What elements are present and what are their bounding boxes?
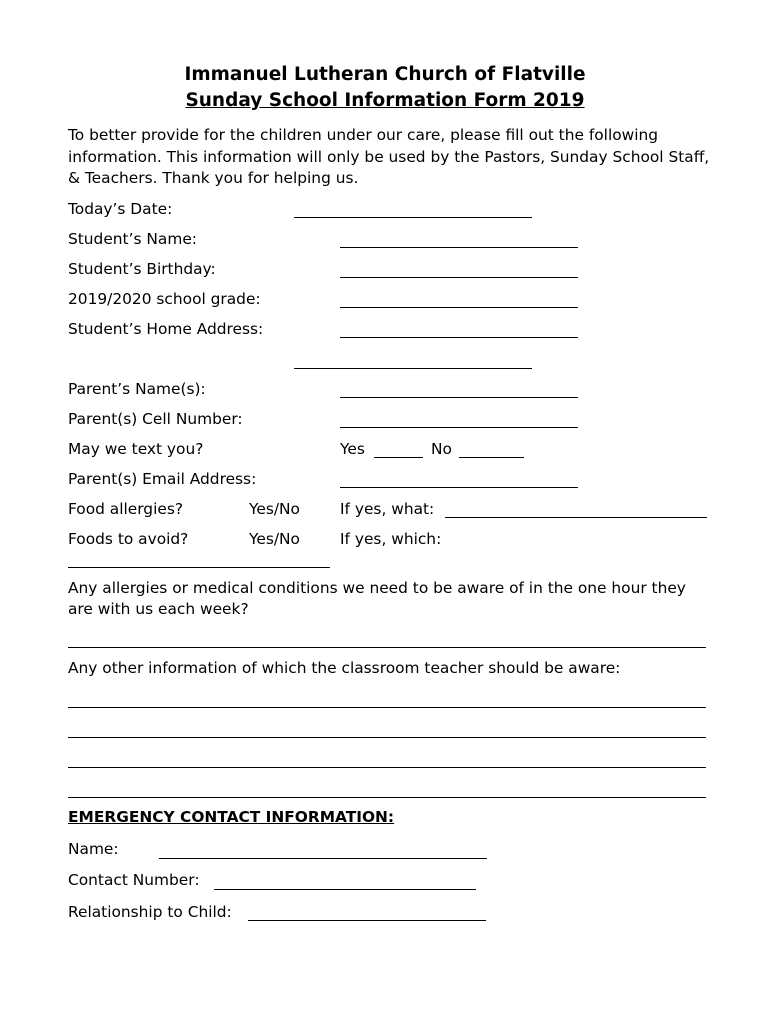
- todays-date-label: Today’s Date:: [68, 200, 173, 218]
- food-allergies-yes-no[interactable]: Yes/No: [249, 500, 300, 518]
- foods-avoid-label: Foods to avoid?: [68, 530, 189, 548]
- home-address-line-1[interactable]: [340, 337, 578, 338]
- form-title: Sunday School Information Form 2019: [185, 90, 585, 111]
- text-yes-line[interactable]: [374, 457, 423, 458]
- student-name-line[interactable]: [340, 247, 578, 248]
- home-address-line-2[interactable]: [294, 368, 532, 369]
- emergency-heading: EMERGENCY CONTACT INFORMATION:: [68, 808, 395, 826]
- other-info-line-2[interactable]: [68, 737, 706, 738]
- emergency-contact-number-label: Contact Number:: [68, 871, 200, 889]
- parent-cell-label: Parent(s) Cell Number:: [68, 410, 243, 428]
- church-title: Immanuel Lutheran Church of Flatville: [184, 64, 586, 85]
- other-info-line-3[interactable]: [68, 767, 706, 768]
- emergency-name-label: Name:: [68, 840, 119, 858]
- parent-names-label: Parent’s Name(s):: [68, 380, 206, 398]
- foods-avoid-yes-no[interactable]: Yes/No: [249, 530, 300, 548]
- emergency-relationship-line[interactable]: [248, 920, 486, 921]
- student-birthday-line[interactable]: [340, 277, 578, 278]
- text-yes-label: Yes: [340, 440, 365, 458]
- other-info-line-4[interactable]: [68, 797, 706, 798]
- food-allergies-label: Food allergies?: [68, 500, 184, 518]
- if-yes-what-line[interactable]: [445, 517, 707, 518]
- may-text-label: May we text you?: [68, 440, 204, 458]
- school-grade-line[interactable]: [340, 307, 578, 308]
- student-birthday-label: Student’s Birthday:: [68, 260, 216, 278]
- home-address-label: Student’s Home Address:: [68, 320, 264, 338]
- parent-email-line[interactable]: [340, 487, 578, 488]
- text-no-label: No: [431, 440, 452, 458]
- emergency-contact-number-line[interactable]: [214, 889, 476, 890]
- other-info-line-1[interactable]: [68, 707, 706, 708]
- other-info-question: Any other information of which the classroom teacher should be aware:: [68, 659, 621, 677]
- emergency-relationship-label: Relationship to Child:: [68, 903, 232, 921]
- if-yes-which-label: If yes, which:: [340, 530, 442, 548]
- todays-date-line[interactable]: [294, 217, 532, 218]
- parent-email-label: Parent(s) Email Address:: [68, 470, 257, 488]
- medical-question: Any allergies or medical conditions we need to be aware of in the one hour they are with us each week?: [68, 579, 686, 618]
- student-name-label: Student’s Name:: [68, 230, 197, 248]
- parent-names-line[interactable]: [340, 397, 578, 398]
- intro-paragraph: To better provide for the children under our care, please fill out the following information. This information will only be used by the Pastors, Sunday School Staff, & Teachers. Thank you for helping us.: [68, 126, 710, 187]
- school-grade-label: 2019/2020 school grade:: [68, 290, 261, 308]
- if-yes-which-line[interactable]: [68, 567, 330, 568]
- parent-cell-line[interactable]: [340, 427, 578, 428]
- text-no-line[interactable]: [459, 457, 524, 458]
- medical-answer-line[interactable]: [68, 647, 706, 648]
- emergency-name-line[interactable]: [159, 858, 487, 859]
- if-yes-what-label: If yes, what:: [340, 500, 435, 518]
